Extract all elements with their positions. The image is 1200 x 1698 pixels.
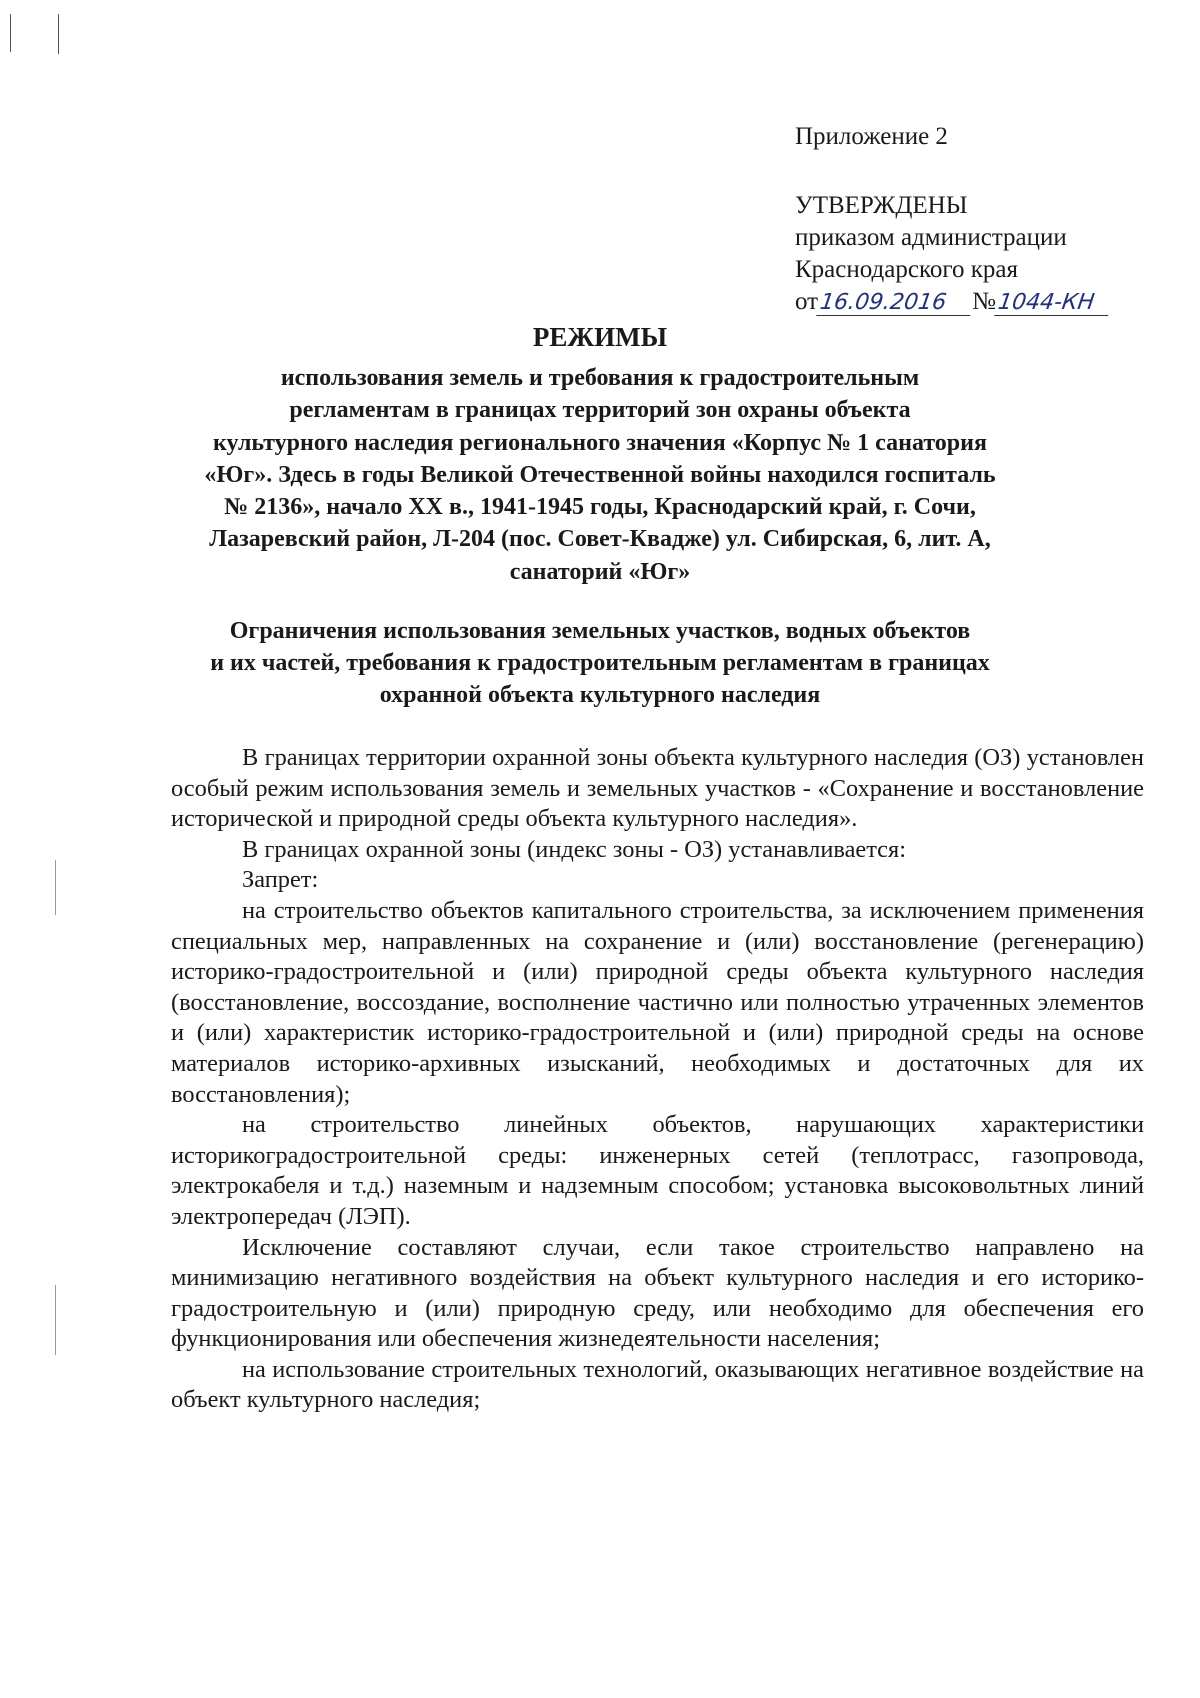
approved-label: УТВЕРЖДЕНЫ bbox=[795, 192, 968, 219]
body-paragraph: на строительство линейных объектов, нарушающих характеристики историкоградостроительной среды: инженерных сетей (теплотрасс, газопровода, электрокабеля и т.д.) наземным и надземным способом; установка высоковольтных линий электропередач (ЛЭП). bbox=[171, 1111, 1144, 1230]
body-paragraph: В границах территории охранной зоны объекта культурного наследия (ОЗ) установлен особый режим использования земель и земельных участков - «Сохранение и восстановление исторической и природной среды объекта культурного наследия». bbox=[171, 744, 1144, 833]
subtitle-line: культурного наследия регионального значения «Корпус № 1 санатория bbox=[213, 429, 987, 456]
document-subtitle bbox=[0, 362, 1200, 588]
handwritten-number: 1044-КН bbox=[994, 291, 1112, 316]
subtitle-line: Лазаревский район, Л-204 (пос. Совет-Квадже) ул. Сибирская, 6, лит. А, bbox=[209, 526, 991, 553]
subtitle-line: регламентам в границах территорий зон охраны объекта bbox=[289, 397, 911, 424]
section-heading-line: охранной объекта культурного наследия bbox=[379, 682, 821, 708]
body-paragraph: Исключение составляют случаи, если такое строительство направлено на минимизацию негативного воздействия на объект культурного наследия и его историко-градостроительную и (или) природную среду, или необходимо для обеспечения его функционирования или обеспечения жизнедеятельности населения; bbox=[171, 1233, 1144, 1353]
subtitle-line: «Юг». Здесь в годы Великой Отечественной войны находился госпиталь bbox=[204, 461, 996, 488]
scan-mark bbox=[58, 14, 59, 54]
approval-line-1: приказом администрации bbox=[795, 224, 1067, 251]
body-paragraph: Запрет: bbox=[242, 866, 319, 894]
appendix-label: Приложение 2 bbox=[795, 123, 948, 150]
document-body bbox=[171, 743, 1144, 1416]
body-paragraph: В границах охранной зоны (индекс зоны - ОЗ) устанавливается: bbox=[242, 835, 907, 863]
section-heading-line: Ограничения использования земельных участков, водных объектов bbox=[229, 618, 971, 644]
number-prefix: № bbox=[972, 288, 996, 315]
approval-date-line bbox=[795, 286, 1110, 318]
body-paragraph: на строительство объектов капитального строительства, за исключением применения специальных мер, направленных на сохранение и (или) восстановление (регенерацию) историко-градостроительной и (или) природной среды объекта культурного наследия (восстановление, воссоздание, восполнение частично или полностью утраченных элементов и (или) характеристик историко-градостроительной и (или) природной среды на основе материалов историко-архивных изысканий, необходимых и достаточных для их восстановления); bbox=[171, 896, 1144, 1108]
scan-mark bbox=[10, 14, 11, 52]
date-prefix: от bbox=[795, 288, 819, 315]
approval-line-2: Краснодарского края bbox=[795, 256, 1018, 283]
approval-block bbox=[795, 121, 948, 153]
section-heading-line: и их частей, требования к градостроительным регламентам в границах bbox=[210, 650, 990, 676]
subtitle-line: санаторий «Юг» bbox=[509, 558, 691, 585]
scan-mark bbox=[55, 860, 56, 915]
subtitle-line: № 2136», начало ХХ в., 1941-1945 годы, Краснодарский край, г. Сочи, bbox=[224, 494, 976, 521]
scan-mark bbox=[55, 1285, 56, 1355]
body-paragraph: на использование строительных технологий, оказывающих негативное воздействие на объект культурного наследия; bbox=[171, 1355, 1144, 1414]
subtitle-line: использования земель и требования к градостроительным bbox=[280, 365, 920, 391]
document-title: РЕЖИМЫ bbox=[532, 322, 668, 352]
approval-stamp bbox=[795, 190, 1110, 318]
section-heading bbox=[0, 615, 1200, 711]
handwritten-date: 16.09.2016 bbox=[816, 291, 974, 316]
